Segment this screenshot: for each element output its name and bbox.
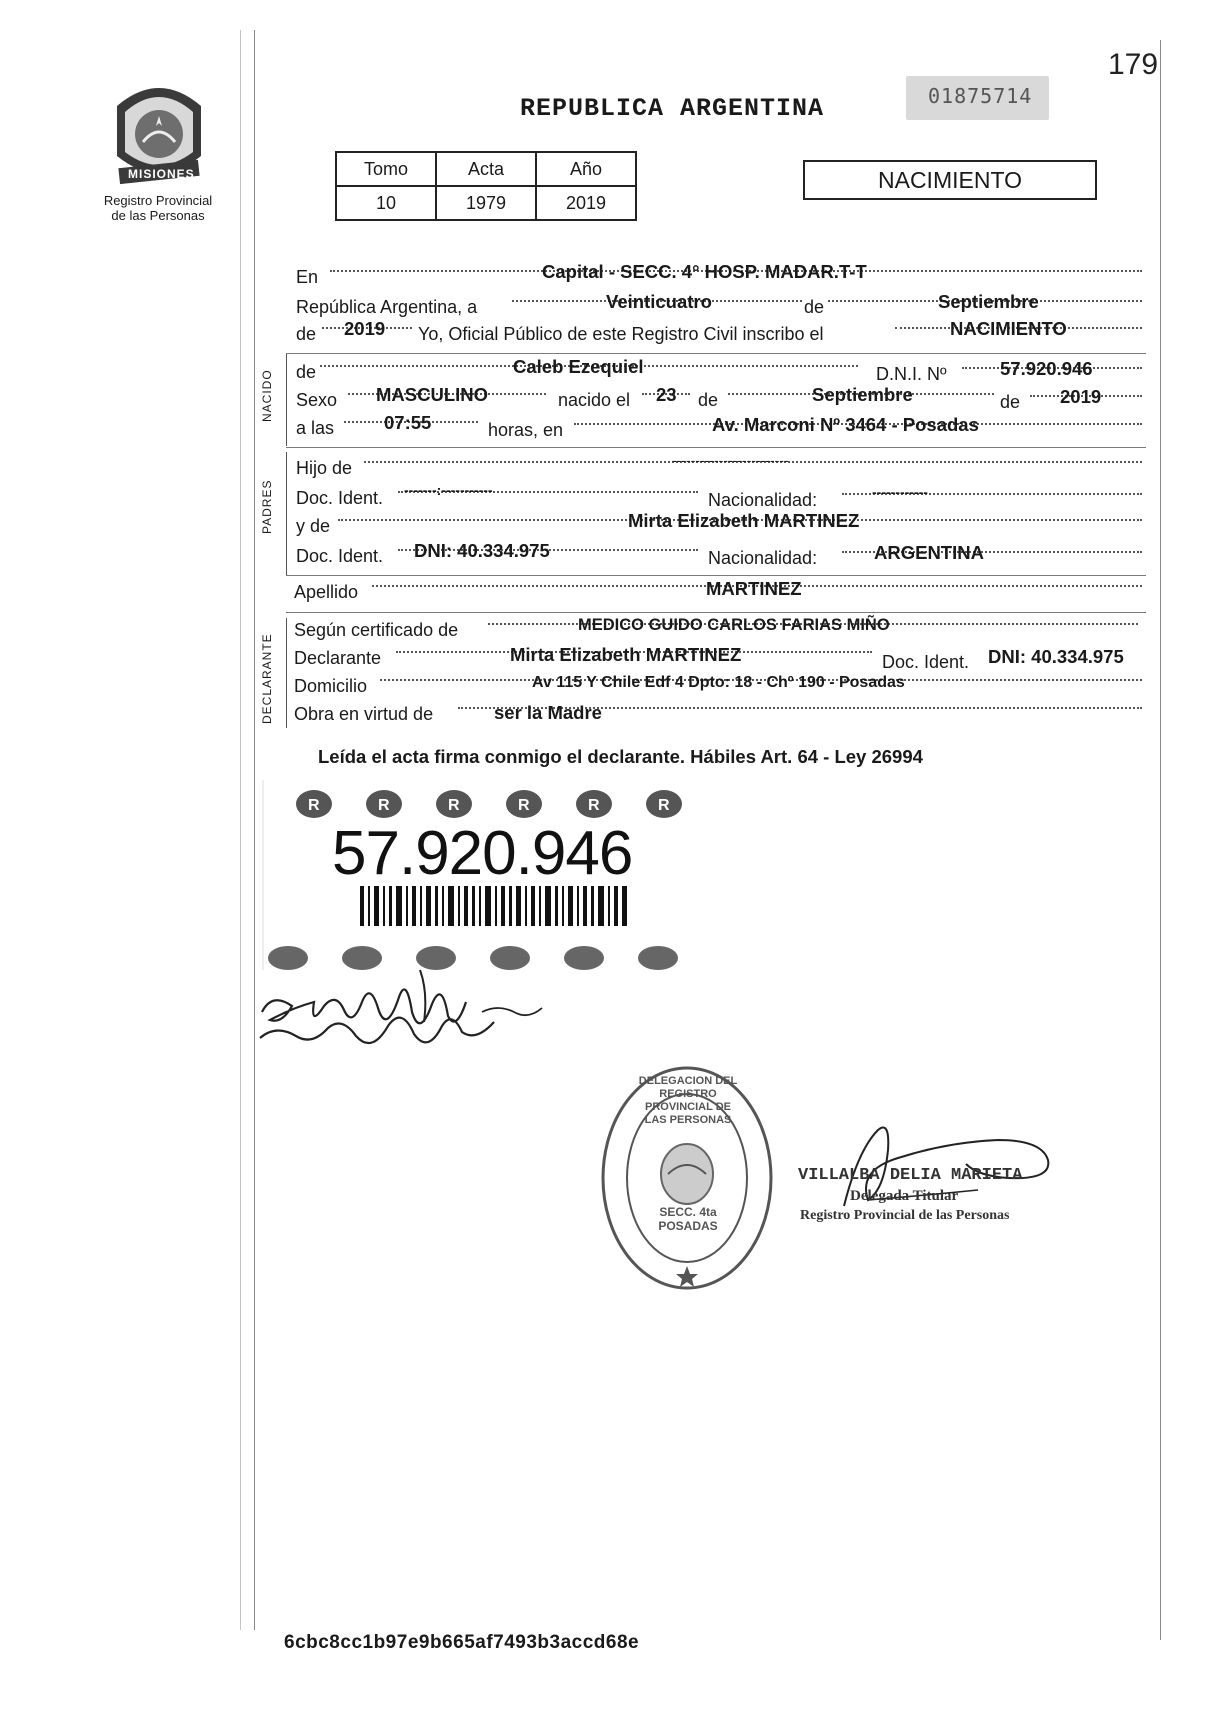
dni-large-label: 57.920.946 <box>332 819 633 888</box>
sexo-value: MASCULINO <box>376 384 489 405</box>
left-margin-line <box>254 30 255 1630</box>
registry-name <box>88 193 228 223</box>
document-title: REPUBLICA ARGENTINA <box>520 94 825 123</box>
y-de-label: y de <box>296 516 331 536</box>
svg-text:R: R <box>658 797 670 814</box>
record-table <box>335 151 637 221</box>
separator <box>286 612 1146 613</box>
father-nationality-label: Nacionalidad: <box>708 490 818 510</box>
document-hash: 6cbc8cc1b97e9b665af7493b3accd68e <box>284 1632 640 1653</box>
declarant-signature-icon <box>252 962 552 1062</box>
year-value: 2019 <box>344 318 386 339</box>
nacido-bracket <box>286 354 287 446</box>
declarante-bracket <box>286 618 287 728</box>
dni-label: D.N.I. Nº <box>876 364 947 384</box>
right-margin-line <box>1160 40 1161 1640</box>
apellido-label: Apellido <box>294 582 359 602</box>
certificado-value: MEDICO GUIDO CARLOS FARIAS MIÑO <box>578 616 890 634</box>
certificado-label: Según certificado de <box>294 620 459 640</box>
nacido-el-label: nacido el <box>558 390 631 410</box>
svg-text:R: R <box>308 797 320 814</box>
birth-place-value: Av. Marconi Nº 3464 - Posadas <box>712 414 979 435</box>
year-prefix-label: de <box>296 324 317 344</box>
registry-name-line2: de las Personas <box>111 208 205 223</box>
birth-day-value: 23 <box>656 384 677 405</box>
child-name-value: Caleb Ezequiel <box>513 356 644 377</box>
svg-text:R: R <box>378 797 390 814</box>
event-value: NACIMIENTO <box>950 318 1067 339</box>
official-office: Registro Provincial de las Personas <box>800 1208 1010 1223</box>
svg-text:R: R <box>588 797 600 814</box>
nacido-de-label: de <box>296 362 317 382</box>
declarante-section-label: DECLARANTE <box>260 633 274 724</box>
father-name-value: ------------------------- <box>672 452 789 468</box>
registry-name-line1: Registro Provincial <box>103 193 213 208</box>
nacido-de-label-3: de <box>1000 392 1021 412</box>
father-doc-value: -------:----------- <box>404 482 493 498</box>
birth-month-value: Septiembre <box>812 384 913 405</box>
barcode-icon <box>360 886 630 926</box>
declarante-label: Declarante <box>294 648 382 668</box>
nacido-section-label: NACIDO <box>260 369 274 422</box>
stamp-ring-text: DELEGACION DEL REGISTRO PROVINCIAL DE LAS PERSONAS <box>638 1075 738 1126</box>
mother-doc-label: Doc. Ident. <box>296 546 384 566</box>
official-name: VILLALBA DELIA MARIETA <box>798 1166 1023 1185</box>
document-type-box: NACIMIENTO <box>803 160 1097 200</box>
officer-text: Yo, Oficial Público de este Registro Civil inscribo el <box>418 324 824 344</box>
padres-bracket <box>286 452 287 576</box>
declarante-doc-label: Doc. Ident. <box>882 652 970 672</box>
svg-text:R: R <box>448 797 460 814</box>
official-role: Delegada Titular <box>850 1188 959 1204</box>
separator <box>286 353 1146 354</box>
svg-text:R: R <box>518 797 530 814</box>
father-doc-label: Doc. Ident. <box>296 488 384 508</box>
mother-nationality-label: Nacionalidad: <box>708 548 818 568</box>
obra-value: ser la Madre <box>494 702 602 723</box>
child-dni-value: 57.920.946 <box>1000 358 1093 379</box>
mother-doc-value: DNI: 40.334.975 <box>414 540 550 561</box>
record-table-value-row <box>336 186 636 220</box>
mother-name-value: Mirta Elizabeth MARTINEZ <box>628 510 860 531</box>
page-number: 179 <box>1108 48 1159 81</box>
place-value: Capital - SECC. 4° HOSP. MADAR.T-T <box>542 261 867 282</box>
birth-year-value: 2019 <box>1060 386 1102 407</box>
value-acta: 1979 <box>436 186 536 220</box>
apellido-value: MARTINEZ <box>706 578 802 599</box>
hijo-de-label: Hijo de <box>296 458 353 478</box>
sexo-label: Sexo <box>296 390 338 410</box>
record-table-header-row <box>336 152 636 186</box>
value-ano: 2019 <box>536 186 636 220</box>
birth-time-value: 07:55 <box>384 412 432 433</box>
value-tomo: 10 <box>336 186 436 220</box>
domicilio-value: Av 115 Y Chile Edf 4 Dpto: 18 - Chº 190 - Posadas <box>532 674 905 691</box>
stamp-inner-text: SECC. 4ta POSADAS <box>658 1205 718 1233</box>
mother-nationality-value: ARGENTINA <box>874 542 984 563</box>
en-label: En <box>296 267 319 287</box>
nacido-de-label-2: de <box>698 390 719 410</box>
obra-label: Obra en virtud de <box>294 704 434 724</box>
day-words-value: Veinticuatro <box>606 291 712 312</box>
declarante-doc-value: DNI: 40.334.975 <box>988 646 1124 667</box>
serial-number: 01875714 <box>928 84 1033 108</box>
padres-section-label: PADRES <box>260 479 274 534</box>
header-tomo: Tomo <box>336 152 436 186</box>
domicilio-label: Domicilio <box>294 676 368 696</box>
legal-text: Leída el acta firma conmigo el declarante. Hábiles Art. 64 - Ley 26994 <box>318 746 923 767</box>
separator <box>286 447 1146 448</box>
a-las-label: a las <box>296 418 335 438</box>
logo-text-bottom: MISIONES <box>128 167 195 181</box>
de-label: de <box>804 297 825 317</box>
separator <box>286 575 1146 576</box>
father-nationality-value: ------------ <box>872 484 928 500</box>
republica-label: República Argentina, a <box>296 297 478 317</box>
header-acta: Acta <box>436 152 536 186</box>
header-ano: Año <box>536 152 636 186</box>
logo-text-top: PROVINCIA DE <box>132 80 204 91</box>
left-margin-line-2 <box>240 30 241 1630</box>
declarante-value: Mirta Elizabeth MARTINEZ <box>510 644 742 665</box>
month-value: Septiembre <box>938 291 1039 312</box>
horas-en-label: horas, en <box>488 420 564 440</box>
